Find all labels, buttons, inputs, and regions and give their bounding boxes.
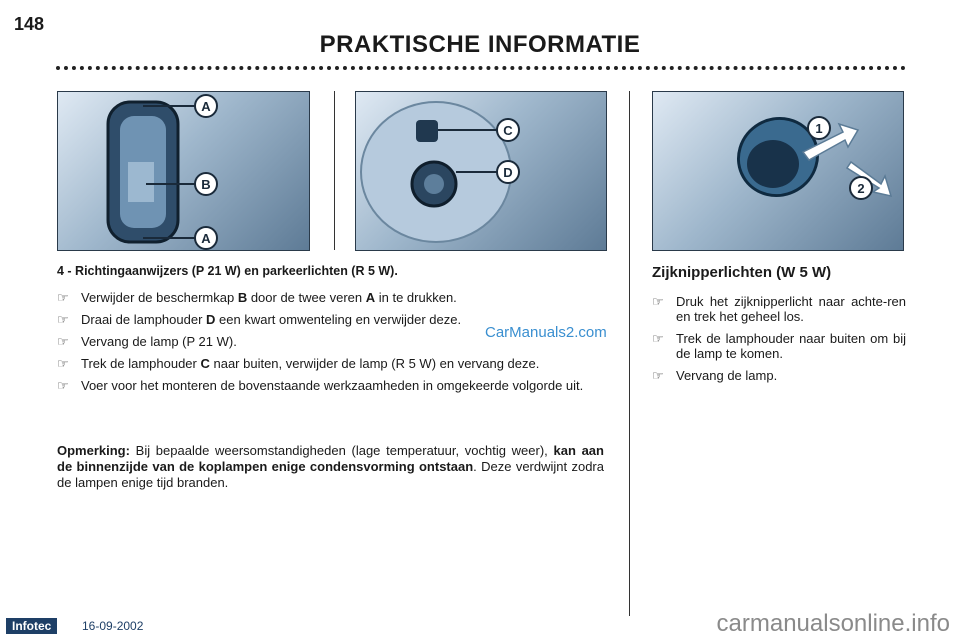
photo-side-indicator [652,91,904,251]
callout-d: D [503,165,513,180]
section-heading-side-indicators: Zijknipperlichten (W 5 W) [652,264,832,281]
pointing-hand-icon: ☞ [57,356,69,371]
list-item: ☞ Verwijder de beschermkap B door de twee veren A in te drukken. [57,290,457,305]
site-watermark: carmanualsonline.info [716,610,950,637]
photo-lamp-holders [355,91,607,251]
footer-date: 16-09-2002 [82,619,144,633]
pointing-hand-icon: ☞ [57,312,69,327]
infotec-logo: Infotec [6,618,57,634]
list-item: ☞ Trek de lamphouder naar buiten om bij de lamp te komen. [652,331,906,361]
pointing-hand-icon: ☞ [57,290,69,305]
list-item: ☞ Druk het zijknipperlicht naar achte-ren en trek het geheel los. [652,294,906,324]
note-label: Opmerking: [57,443,130,458]
pointing-hand-icon: ☞ [652,331,664,346]
callout-a-top: A [201,99,211,114]
pointing-hand-icon: ☞ [652,368,664,383]
callout-b: B [201,177,211,192]
callout-a-bottom: A [201,231,211,246]
pointing-hand-icon: ☞ [652,294,664,309]
pointing-hand-icon: ☞ [57,334,69,349]
callout-2: 2 [857,181,865,196]
page-number: 148 [14,14,45,34]
title-divider [56,66,906,70]
section-heading-indicators: 4 - Richtingaanwijzers (P 21 W) en parkeerlichten (R 5 W). [57,264,398,278]
side-instruction-list [652,294,906,390]
list-item: ☞ Draai de lamphouder D een kwart omwenteling en verwijder deze. [57,312,462,327]
page-title: PRAKTISCHE INFORMATIE [319,31,641,58]
watermark-link[interactable]: CarManuals2.com [485,324,607,341]
list-item: ☞ Vervang de lamp. [652,368,778,383]
note-paragraph: Opmerking: Bij bepaalde weersomstandigheden (lage temperatuur, vochtig weer), kan aan de binnenzijde van de koplampen enige condensvorming ontstaan. Deze verdwijnt zodra de lampen enige tijd branden. [57,443,604,490]
list-item: ☞ Voer voor het monteren de bovenstaande werkzaamheden in omgekeerde volgorde uit. [57,378,584,393]
column-divider [629,91,630,616]
instruction-list [57,290,604,400]
column-divider-top [334,91,335,250]
photo-headlamp-cover [57,91,310,251]
callout-c: C [503,123,513,138]
callout-1: 1 [815,121,823,136]
list-item: ☞ Vervang de lamp (P 21 W). [57,334,237,349]
list-item: ☞ Trek de lamphouder C naar buiten, verwijder de lamp (R 5 W) en vervang deze. [57,356,540,371]
pointing-hand-icon: ☞ [57,378,69,393]
